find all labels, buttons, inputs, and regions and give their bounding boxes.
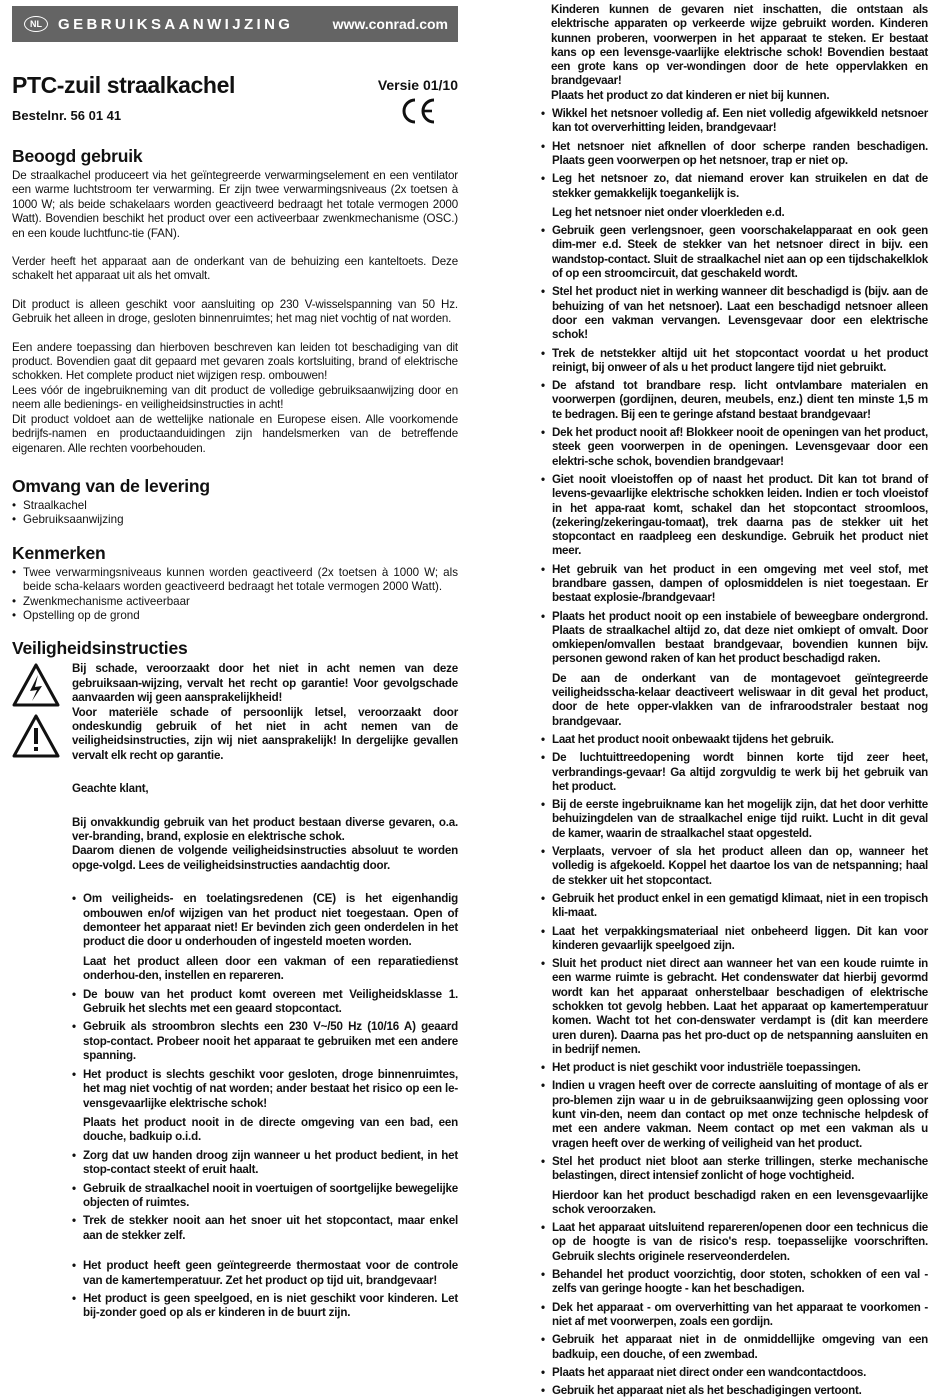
sub-paragraph: Plaats het product nooit in de directe omgeving van een bad, een douche, badkuip o.i.d. (83, 1115, 458, 1144)
list-item: • Het product heeft geen geïntegreerde thermostaat voor de controle van de kamertemperatuur. Zet het product op tijd uit, brandgevaar! (72, 1259, 458, 1288)
list-item: • Gebruik het apparaat niet in de onmiddellijke omgeving van een badkuip, een douche, of een zwembad. (541, 1333, 928, 1362)
version-label: Versie 01/10 (377, 77, 458, 93)
header-title: GEBRUIKSAANWIJZING (58, 15, 294, 33)
sub-paragraph: Laat het product alleen door een vakman of een reparatiedienst onderhou-den, instellen en repareren. (83, 954, 458, 983)
ce-mark-icon (398, 96, 438, 126)
list-item: • Verplaats, vervoer of sla het product alleen dan op, wanneer het volledig is afgekoeld. Koppel het daartoe los van de netspanning; haal de stekker uit het stopcontact. (541, 845, 928, 888)
section-heading-safety: Veiligheidsinstructies (12, 638, 188, 659)
greeting: Geachte klant, (72, 782, 149, 796)
paragraph: Een andere toepassing dan hierboven beschreven kan leiden tot beschadiging van dit product. Bovendien gaat dit gepaard met gevaren zoals kortsluiting, brand of elektrische schokken. Het complete product niet wijzigen resp. ombouwen! (12, 340, 458, 383)
right-column (541, 3, 928, 1398)
list-item: • Het product is slechts geschikt voor gesloten, droge binnenruimtes, het mag niet vochtig of nat worden; ander bestaat het risico op een le-vensgevaarlijke elektrische schok! Plaats het product nooit in de directe omgeving van een bad, een douche, badkuip o.i.d. (72, 1068, 458, 1145)
sub-paragraph: Hierdoor kan het product beschadigd raken en een levensgevaarlijke schok veroorzaken. (552, 1188, 928, 1216)
safety-list-left (12, 892, 458, 1321)
paragraph: Dit product voldoet aan de wettelijke nationale en Europese eisen. Alle voorkomende bedrijfs-namen en productaanduidingen zijn handelsmerken van de betreffende eigenaren. Alle rechten voorbehouden. (12, 412, 458, 455)
list-item: • De afstand tot brandbare resp. licht ontvlambare materialen en voorwerpen (gordijnen, deuren, meubels, enz.) dient ten minste 1,5 m te bedragen. Bij een te geringe afstand bestaat brandgevaar! (541, 379, 928, 422)
list-item: • Stel het product niet bloot aan sterke trillingen, sterke mechanische belastingen, direct intensief zonlicht of hoge vochtigheid. Hierdoor kan het product beschadigd raken en een levensgevaarlijke schok veroorzaken. (541, 1155, 928, 1217)
list-item: • Dek het apparaat - om oververhitting van het apparaat te voorkomen - niet af met voorwerpen, zoals een gordijn. (541, 1301, 928, 1330)
list-item: • Twee verwarmingsniveaus kunnen worden geactiveerd (2x toetsen à 1000 W; als beide scha-kelaars worden geactiveerd bedraagt het totale vermogen 2000 Watt). (12, 566, 458, 595)
header-url[interactable]: www.conrad.com (332, 16, 448, 32)
list-item: • Het product is niet geschikt voor industriële toepassingen. (541, 1061, 928, 1075)
list-item: • Laat het verpakkingsmateriaal niet onbeheerd liggen. Dit kan voor kinderen gevaarlijk speelgoed zijn. (541, 925, 928, 954)
header-bar (12, 6, 458, 42)
section-heading-features: Kenmerken (12, 542, 106, 563)
list-item: • Gebruik het product enkel in een gematigd klimaat, niet in een tropisch kli-maat. (541, 892, 928, 921)
sub-paragraph: Leg het netsnoer niet onder vloerkleden e.d. (552, 205, 785, 219)
list-item: • Bij de eerste ingebruikname kan het mogelijk zijn, dat het door verhitte behuizingdelen van de straalkachel enige tijd ruikt. Lucht in dit geval de kamer, waarin de straalkachel staat opgesteld. (541, 798, 928, 841)
intro-paragraph: Daarom dienen de volgende veiligheidsinstructies absoluut te worden opge-volgd. Lees de veiligheidsinstructies aandachtig door. (72, 844, 458, 872)
list-item: • Het gebruik van het product in een omgeving met veel stof, met brandbare gassen, dampen of oplosmiddelen is niet toegestaan. Er bestaat explosie-/brandgevaar! (541, 563, 928, 606)
section-heading-delivery: Omvang van de levering (12, 475, 210, 496)
list-item: • Dek het product nooit af! Blokkeer nooit de openingen van het product, steek geen voorwerpen in de openingen. Levensgevaar door een elektri-sche schok, bovendien brandgevaar! (541, 426, 928, 469)
order-row (12, 108, 458, 142)
language-badge: NL (24, 16, 48, 32)
delivery-list (12, 499, 458, 528)
list-item: • Het netsnoer niet afknellen of door scherpe randen beschadigen. Plaats geen voorwerpen op het netsnoer, trap er niet op. (541, 140, 928, 169)
intro-paragraph: Bij onvakkundig gebruik van het product bestaan diverse gevaren, o.a. ver-branding, brand, explosie en elektrische schok. (72, 815, 458, 843)
list-item: • Plaats het product nooit op een instabiele of beweegbare ondergrond. Plaats de straalkachel altijd zo, dat deze niet omkiept of omvalt. Door omkiepen/omvallen bestaat brandgevaar, bovendien kunnen bijv. personen gewond raken of kan het product beschadigd raken. De aan de onderkant van de montagevoet geïntegreerde veiligheidsscha-kelaar deactiveert weliswaar in dit geval het product, door de hete opper-vlakken van de infraroodstraler bestaat nog brandgevaar. (541, 610, 928, 729)
paragraph: De straalkachel produceert via het geïntegreerde verwarmingselement en een ventilator een warme luchtstroom ter verwarming. Er zijn twee verwarmingsniveaus (2x toetsen à 1000 W; als beide schakelaars worden geactiveerd bedraagt het totale vermogen 2000 Watt). Bovendien beschikt het product over een activeerbaar zwenkmechanisme (OSC.) en een koude luchtfunc-tie (FAN). (12, 169, 458, 240)
electric-shock-warning-icon (12, 663, 60, 707)
list-item: • Plaats het apparaat niet direct onder een wandcontactdoos. (541, 1366, 928, 1380)
continued-paragraph: Kinderen kunnen de gevaren niet inschatten, die ontstaan als elektrische apparaten op verkeerde wijze gebruikt worden. Kinderen kunnen proberen, voorwerpen in het apparaat te steken. Er bestaat kans op een levensge-vaarlijke elektrische schok! Bovendien bestaat een grote kans op ver-wondingen door de hete oppervlakken en brandgevaar! Plaats het product zo dat kinderen er niet bij kunnen. (551, 3, 928, 102)
list-item: • De bouw van het product komt overeen met Veiligheidsklasse 1. Gebruik het slechts met een geaard stopcontact. (72, 988, 458, 1017)
paragraph: Verder heeft het apparaat aan de onderkant van de behuizing een kanteltoets. Deze schakelt het apparaat uit als het omvalt. (12, 255, 458, 283)
list-item: • Sluit het product niet direct aan wanneer het van een koude ruimte in een warme ruimte is gebracht. Het condenswater dat hierbij gevormd wordt kan het apparaat onherstelbaar beschadigen of elektrische schokken tot gevolg hebben. Laat het apparaat op kamertemperatuur komen. Wacht tot het con-denswater verdampt is (dit kan meerdere uren duren). Daarna pas het pro-duct op de netspanning aansluiten en in bedrijf nemen. (541, 957, 928, 1057)
safety-list-right (541, 107, 928, 1398)
list-item: • Behandel het product voorzichtig, door stoten, schokken of een val - zelfs van geringe hoogte - kan het beschadigen. (541, 1268, 928, 1297)
list-item: • Indien u vragen heeft over de correcte aansluiting of montage of als er pro-blemen zijn waar u in de gebruiksaanwijzing geen oplossing voor kunt vin-den, neem dan contact op met onze technische helpdesk of met een andere vakman. Neem contact op met een vakman als u vragen heeft over de werking of veiligheid van het product. (541, 1079, 928, 1150)
list-item: • Gebruik als stroombron slechts een 230 V~/50 Hz (10/16 A) geaard stop-contact. Probeer nooit het apparaat te gebruiken met een andere spanning. (72, 1020, 458, 1063)
warranty-warning: Bij schade, veroorzaakt door het niet in acht nemen van deze gebruiksaan-wijzing, vervalt het recht op garantie! Voor gevolgschade aanvaarden wij geen aansprakelijkheid! (72, 662, 458, 705)
section-heading-intended-use: Beoogd gebruik (12, 146, 143, 166)
general-warning-icon (12, 714, 60, 758)
liability-warning: Voor materiële schade of persoonlijk letsel, veroorzaakt door ondeskundig gebruik of het niet in acht nemen van de veiligheidsinstructies, zijn wij niet aansprakelijk! In dergelijke gevallen vervalt elk recht op garantie. (72, 705, 458, 762)
list-item: • Giet nooit vloeistoffen op of naast het product. Dit kan tot brand of levens-gevaarlijke elektrische schokken leiden. Indien er toch vloeistof in het appa-raat komt, schakel dan het stopcontact stroomloos, (zekering/zekeringau-tomaat), trek daarna pas de stekker uit het stopcontact en raadpleeg een deskundige. Gebruik het product niet meer. (541, 473, 928, 559)
list-item: • Stel het product niet in werking wanneer dit beschadigd is (bijv. aan de behuizing of van het netsnoer). Laat een beschadigd netsnoer alleen door een vakman vervangen. Levensgevaar door een elektrische schok! (541, 285, 928, 342)
list-item: • Trek de stekker nooit aan het snoer uit het stopcontact, maar enkel aan de stekker zelf. (72, 1214, 458, 1243)
warning-block (12, 662, 458, 873)
list-item: • Zwenkmechanisme activeerbaar (12, 595, 458, 609)
paragraph: Dit product is alleen geschikt voor aansluiting op 230 V-wisselspanning van 50 Hz. Gebruik het alleen in droge, gesloten binnenruimtes; het mag niet vochtig of nat worden. (12, 297, 458, 326)
order-number: Bestelnr. 56 01 41 (12, 108, 122, 123)
list-item: • Het product is geen speelgoed, en is niet geschikt voor kinderen. Let bij-zonder goed op als er kinderen in de buurt zijn. (72, 1292, 458, 1321)
list-item: • De luchtuittreedopening wordt binnen korte tijd zeer heet, verbrandings-gevaar! Ga altijd zorgvuldig te werk bij het gebruik van het product. (541, 751, 928, 794)
list-item: • Gebruik de straalkachel nooit in voertuigen of soortgelijke bewegelijke objecten of ruimtes. (72, 1182, 458, 1211)
list-item: • Zorg dat uw handen droog zijn wanneer u het product bedient, in het stop-contact steekt of eruit haalt. (72, 1149, 458, 1178)
list-item: • Gebruik het apparaat niet als het beschadigingen vertoont. (541, 1384, 928, 1398)
paragraph: Lees vóór de ingebruikneming van dit product de volledige gebruiksaanwijzing door en neem alle bedienings- en veiligheidsinstructies in acht! (12, 383, 458, 412)
list-item: • Gebruik geen verlengsnoer, geen voorschakelapparaat en ook geen dim-mer e.d. Steek de stekker van het netsnoer direct in bijv. een wandstop-contact. Sluit de straalkachel niet aan op een tijdschakelklok of op een stroomcircuit, dat geschakeld wordt. (541, 224, 928, 281)
sub-paragraph: De aan de onderkant van de montagevoet geïntegreerde veiligheidsscha-kelaar deactiveert weliswaar in dit geval het product, door de hete opper-vlakken van de infraroodstraler bestaat nog brandgevaar. (552, 671, 928, 728)
list-item: • Om veiligheids- en toelatingsredenen (CE) is het eigenhandig ombouwen en/of wijzigen van het product niet toegestaan. Open of demonteer het apparaat niet! Er bevinden zich geen onderdelen in het product die door u onderhouden of ingesteld moeten worden. Laat het product alleen door een vakman of een reparatiedienst onderhou-den, instellen en repareren. (72, 892, 458, 983)
list-item: • Laat het apparaat uitsluitend repareren/openen door een technicus die op de hoogte is van de risico's resp. toepasselijke voorschriften. Gebruik slechts originele reserveonderdelen. (541, 1221, 928, 1264)
left-column (12, 6, 458, 1331)
list-item: • Trek de netstekker altijd uit het stopcontact voordat u het product reinigt, bij onweer of als u het product langere tijd niet gebruikt. (541, 347, 928, 376)
page-title: PTC-zuil straalkachel (12, 72, 235, 98)
list-item: • Leg het netsnoer zo, dat niemand erover kan struikelen en dat de stekker gemakkelijk toegankelijk is. Leg het netsnoer niet onder vloerkleden e.d. (541, 172, 928, 220)
list-item: • Gebruiksaanwijzing (12, 513, 458, 527)
list-item: • Straalkachel (12, 499, 458, 513)
title-row (12, 72, 458, 102)
list-item: • Laat het product nooit onbewaakt tijdens het gebruik. (541, 733, 928, 747)
list-item: • Opstelling op de grond (12, 609, 458, 623)
features-list (12, 566, 458, 624)
list-item: • Wikkel het netsnoer volledig af. Een niet volledig afgewikkeld netsnoer kan tot oververhitting leiden, brandgevaar! (541, 107, 928, 136)
